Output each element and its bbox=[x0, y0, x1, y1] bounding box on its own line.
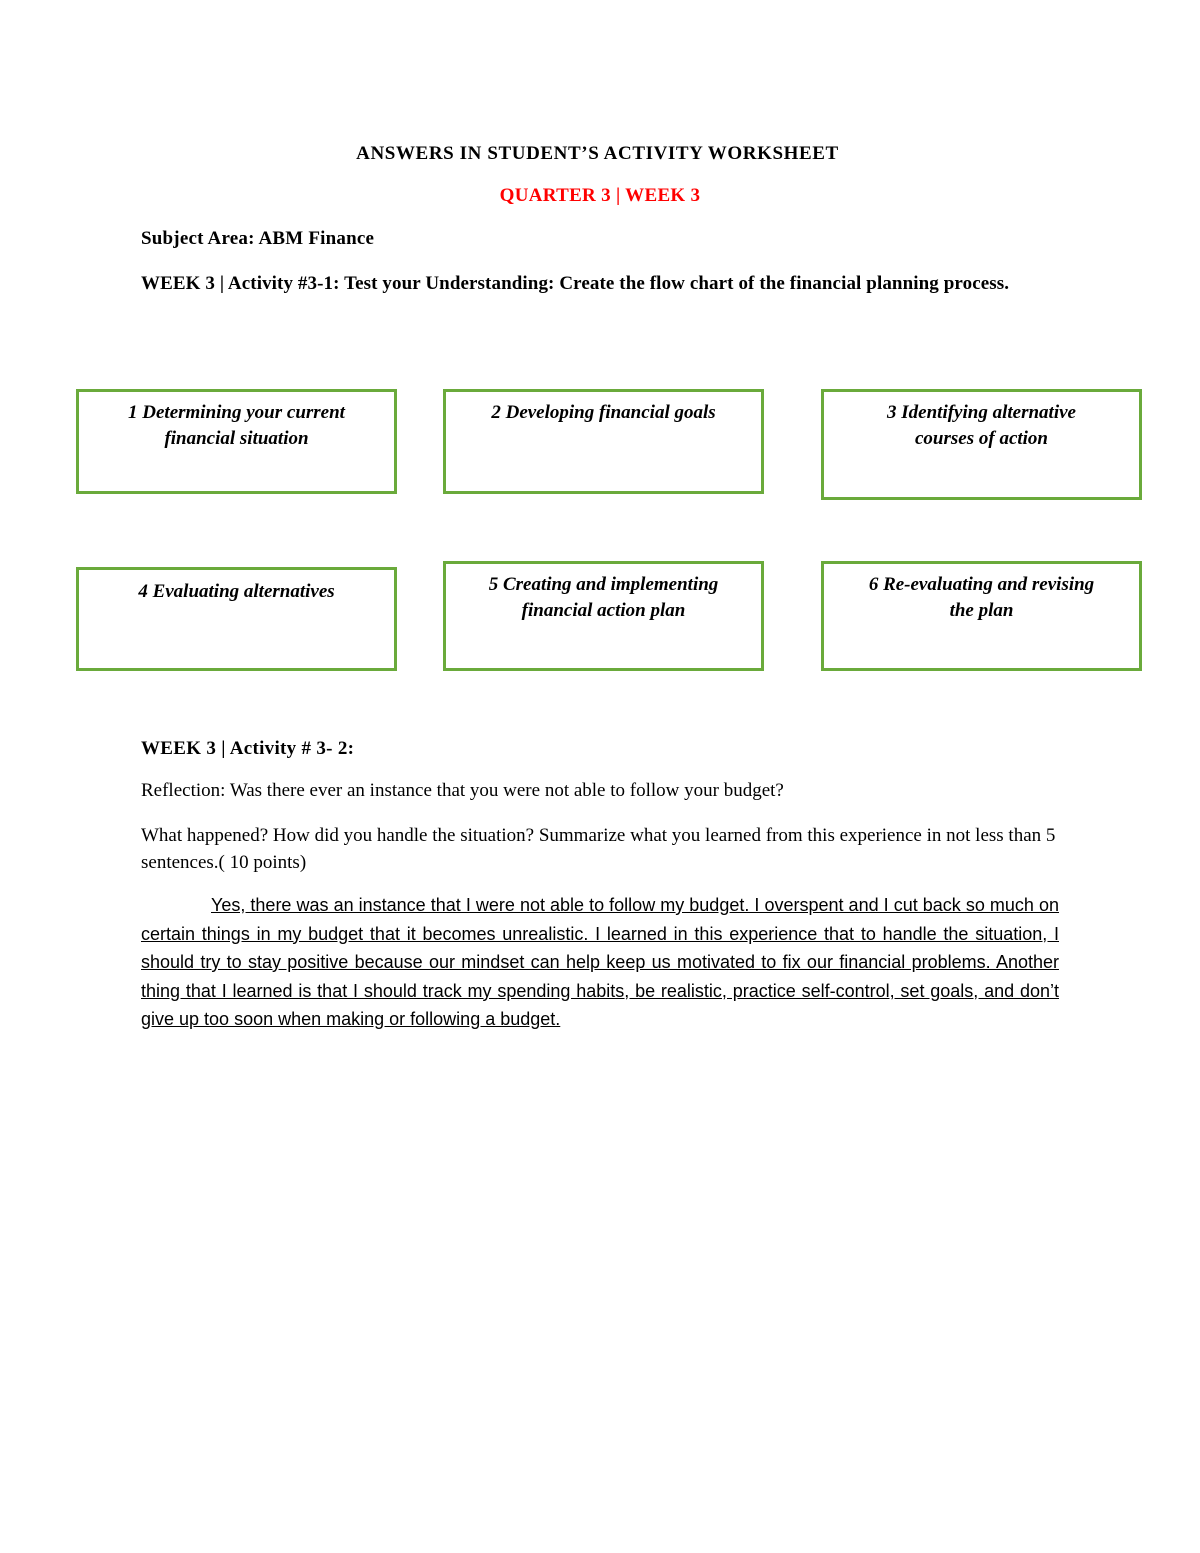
activity-3-1-heading: WEEK 3 | Activity #3-1: Test your Understanding: Create the flow chart of the financial planning process. bbox=[141, 273, 1010, 294]
flow-step-1 bbox=[76, 389, 397, 494]
flow-step-1-line-2: financial situation bbox=[164, 428, 309, 449]
activity-3-2-heading: WEEK 3 | Activity # 3- 2: bbox=[141, 738, 355, 759]
flow-step-4 bbox=[76, 567, 397, 671]
flow-step-2 bbox=[443, 389, 764, 494]
reflection-prompt: Reflection: Was there ever an instance that you were not able to follow your budget? bbox=[141, 780, 784, 801]
student-answer: Yes, there was an instance that I were not able to follow my budget. I overspent and I cut back so much on certain things in my budget that it becomes unrealistic. I learned in this experience that to handle the situation, I should try to stay positive because our mindset can help keep us motivated to fix our financial problems. Another thing that I learned is that I should track my spending habits, be realistic, practice self-control, set goals, and don’t give up too soon when making or following a budget. bbox=[141, 895, 1059, 1029]
flow-step-5-line-1: 5 Creating and implementing bbox=[488, 574, 719, 595]
flow-step-3-line-2: courses of action bbox=[915, 428, 1048, 449]
subject-area: Subject Area: ABM Finance bbox=[141, 228, 375, 249]
flow-step-1-line-1: 1 Determining your current bbox=[128, 402, 345, 423]
flow-step-4-line-1: 4 Evaluating alternatives bbox=[138, 581, 335, 602]
flow-step-3 bbox=[821, 389, 1142, 500]
flow-step-6-line-1: 6 Re-evaluating and revising bbox=[868, 574, 1095, 595]
flow-step-6 bbox=[821, 561, 1142, 671]
quarter-week-label: QUARTER 3 | WEEK 3 bbox=[499, 185, 701, 206]
flow-step-2-line-1: 2 Developing financial goals bbox=[491, 402, 716, 423]
reflection-question: What happened? How did you handle the situation? Summarize what you learned from this experience in not less than 5 sentences.( 10 points) bbox=[141, 825, 1056, 873]
worksheet-title: ANSWERS IN STUDENT’S ACTIVITY WORKSHEET bbox=[356, 143, 839, 164]
flow-step-3-line-1: 3 Identifying alternative bbox=[887, 402, 1076, 423]
flow-step-5 bbox=[443, 561, 764, 671]
flow-step-6-line-2: the plan bbox=[949, 600, 1014, 621]
flow-step-5-line-2: financial action plan bbox=[521, 600, 686, 621]
